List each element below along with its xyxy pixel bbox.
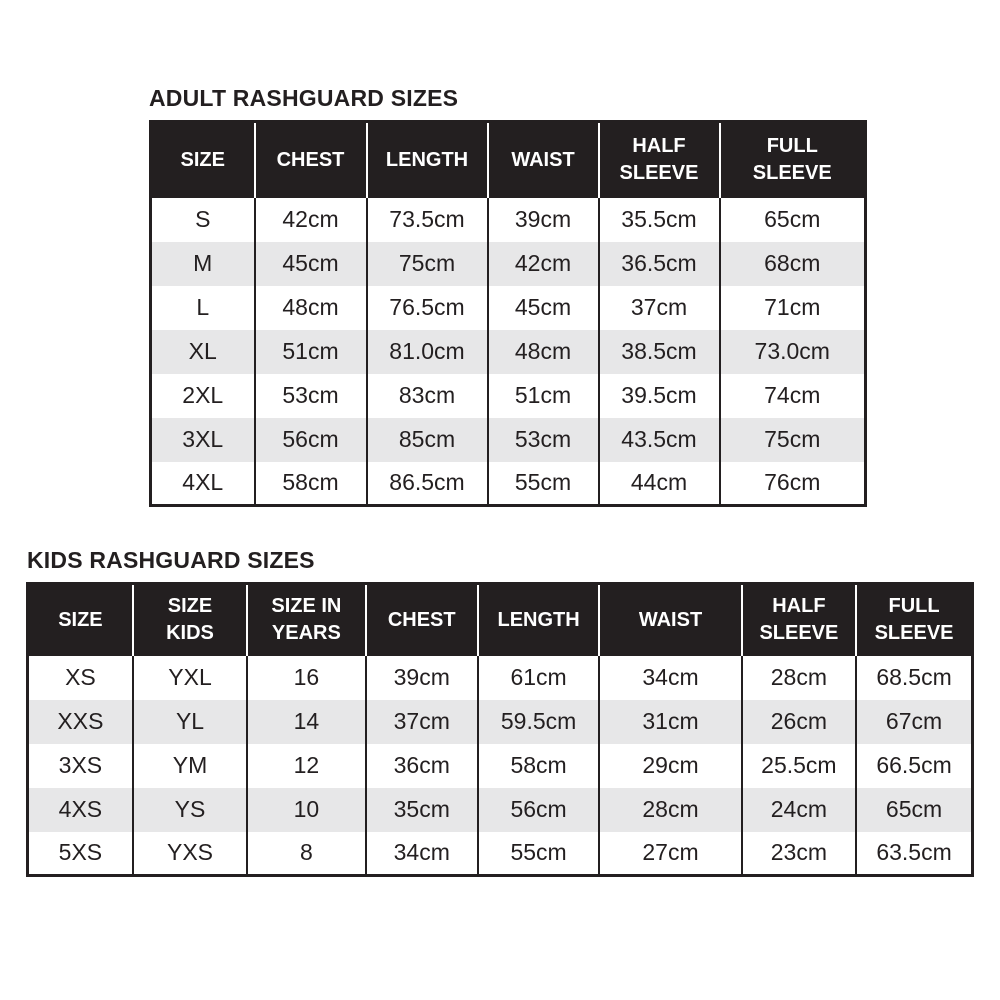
table-cell: 68cm (720, 242, 866, 286)
table-cell: 53cm (488, 418, 599, 462)
table-cell: 55cm (488, 462, 599, 506)
table-row (151, 286, 866, 330)
table-cell: 8 (247, 832, 365, 876)
table-cell: 73.0cm (720, 330, 866, 374)
table-cell: XL (151, 330, 255, 374)
table-row (28, 700, 973, 744)
table-cell: YXL (133, 656, 247, 700)
table-cell: 85cm (367, 418, 488, 462)
table-row (151, 198, 866, 242)
table-row (28, 788, 973, 832)
table-cell: 67cm (856, 700, 972, 744)
table-cell: YS (133, 788, 247, 832)
table-row (151, 330, 866, 374)
table-cell: 81.0cm (367, 330, 488, 374)
column-header-full-sleeve: FULL SLEEVE (720, 122, 866, 198)
table-cell: 36cm (366, 744, 478, 788)
table-cell: 39cm (488, 198, 599, 242)
table-cell: 53cm (255, 374, 367, 418)
column-header-size: SIZE (151, 122, 255, 198)
table-cell: 71cm (720, 286, 866, 330)
table-cell: 51cm (488, 374, 599, 418)
table-cell: 14 (247, 700, 365, 744)
column-header-waist: WAIST (599, 584, 741, 656)
table-cell: 37cm (599, 286, 720, 330)
table-cell: 43.5cm (599, 418, 720, 462)
table-cell: 63.5cm (856, 832, 972, 876)
table-cell: 4XS (28, 788, 133, 832)
table-cell: 24cm (742, 788, 856, 832)
table-cell: 2XL (151, 374, 255, 418)
table-cell: 65cm (720, 198, 866, 242)
column-header-length: LENGTH (367, 122, 488, 198)
table-cell: 39.5cm (599, 374, 720, 418)
table-cell: 59.5cm (478, 700, 599, 744)
table-cell: YM (133, 744, 247, 788)
table-row (28, 832, 973, 876)
table-cell: 73.5cm (367, 198, 488, 242)
table-cell: YXS (133, 832, 247, 876)
table-cell: 51cm (255, 330, 367, 374)
table-row (151, 418, 866, 462)
column-header-chest: CHEST (255, 122, 367, 198)
table-cell: 36.5cm (599, 242, 720, 286)
table-cell: 86.5cm (367, 462, 488, 506)
table-cell: 65cm (856, 788, 972, 832)
table-cell: M (151, 242, 255, 286)
table-cell: 12 (247, 744, 365, 788)
table-cell: 3XL (151, 418, 255, 462)
table-cell: 35.5cm (599, 198, 720, 242)
table-cell: 74cm (720, 374, 866, 418)
table-cell: 35cm (366, 788, 478, 832)
table-cell: 31cm (599, 700, 741, 744)
table-cell: 42cm (255, 198, 367, 242)
table-cell: 39cm (366, 656, 478, 700)
column-header-chest: CHEST (366, 584, 478, 656)
table-header-row (28, 584, 973, 656)
table-cell: 56cm (478, 788, 599, 832)
table-cell: XXS (28, 700, 133, 744)
column-header-waist: WAIST (488, 122, 599, 198)
table-cell: 3XS (28, 744, 133, 788)
adult-size-table (149, 120, 867, 507)
table-cell: 38.5cm (599, 330, 720, 374)
kids-section-title: KIDS RASHGUARD SIZES (27, 547, 315, 573)
table-cell: 28cm (599, 788, 741, 832)
table-cell: 45cm (488, 286, 599, 330)
table-cell: 75cm (367, 242, 488, 286)
table-row (151, 374, 866, 418)
table-cell: 48cm (488, 330, 599, 374)
table-cell: 28cm (742, 656, 856, 700)
table-cell: 16 (247, 656, 365, 700)
table-cell: 26cm (742, 700, 856, 744)
column-header-full-sleeve: FULL SLEEVE (856, 584, 972, 656)
column-header-size-kids: SIZE KIDS (133, 584, 247, 656)
table-header-row (151, 122, 866, 198)
table-cell: 44cm (599, 462, 720, 506)
table-cell: 27cm (599, 832, 741, 876)
table-cell: 56cm (255, 418, 367, 462)
table-cell: S (151, 198, 255, 242)
table-cell: 29cm (599, 744, 741, 788)
adult-section-title: ADULT RASHGUARD SIZES (149, 85, 459, 111)
table-cell: 68.5cm (856, 656, 972, 700)
table-cell: YL (133, 700, 247, 744)
column-header-size-in-years: SIZE IN YEARS (247, 584, 365, 656)
table-cell: 76cm (720, 462, 866, 506)
table-row (28, 744, 973, 788)
table-cell: 48cm (255, 286, 367, 330)
table-cell: 75cm (720, 418, 866, 462)
kids-size-table (26, 582, 974, 877)
table-cell: 58cm (255, 462, 367, 506)
table-row (151, 462, 866, 506)
table-cell: XS (28, 656, 133, 700)
table-cell: 66.5cm (856, 744, 972, 788)
table-cell: 34cm (366, 832, 478, 876)
table-cell: 61cm (478, 656, 599, 700)
table-cell: 37cm (366, 700, 478, 744)
column-header-half-sleeve: HALF SLEEVE (742, 584, 856, 656)
table-cell: 34cm (599, 656, 741, 700)
table-row (151, 242, 866, 286)
table-cell: 76.5cm (367, 286, 488, 330)
table-cell: 55cm (478, 832, 599, 876)
column-header-size: SIZE (28, 584, 133, 656)
table-cell: 42cm (488, 242, 599, 286)
table-cell: 83cm (367, 374, 488, 418)
table-cell: 45cm (255, 242, 367, 286)
table-cell: 58cm (478, 744, 599, 788)
table-cell: L (151, 286, 255, 330)
column-header-half-sleeve: HALF SLEEVE (599, 122, 720, 198)
table-row (28, 656, 973, 700)
table-cell: 23cm (742, 832, 856, 876)
table-cell: 10 (247, 788, 365, 832)
table-cell: 5XS (28, 832, 133, 876)
table-cell: 4XL (151, 462, 255, 506)
column-header-length: LENGTH (478, 584, 599, 656)
table-cell: 25.5cm (742, 744, 856, 788)
